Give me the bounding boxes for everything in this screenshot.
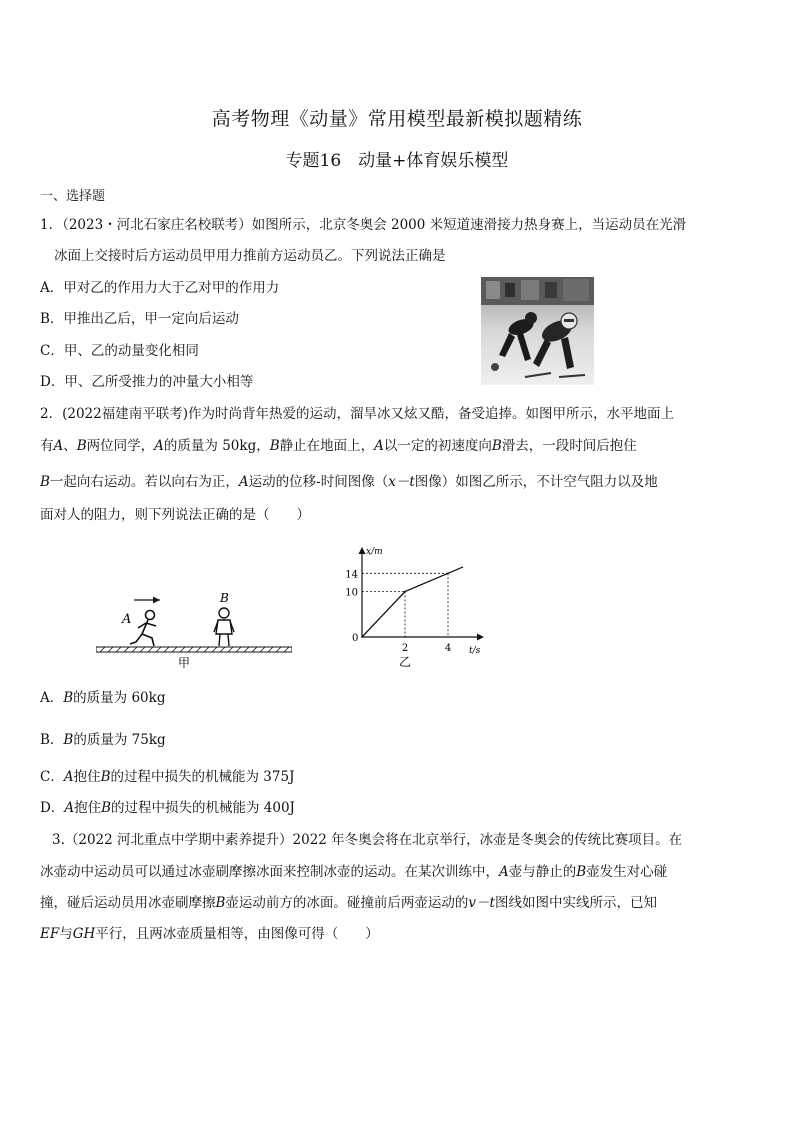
q2-stem-line1: 2．(2022福建南平联考)作为时尚背年热爱的运动，溜旱冰又炫又酷，备受追捧。如图甲所示，水平地面上 bbox=[40, 406, 674, 422]
x-tick-label: 4 bbox=[444, 643, 452, 654]
caption-jia: 甲 bbox=[178, 656, 191, 670]
caption-yi: 乙 bbox=[399, 655, 412, 669]
q2-option-c: C．A抱住B的过程中损失的机械能为 375J bbox=[40, 769, 295, 785]
figure-jia bbox=[96, 590, 292, 670]
xt-chart bbox=[332, 540, 492, 670]
label-a: A bbox=[122, 612, 132, 627]
q1-option-b: B．甲推出乙后，甲一定向后运动 bbox=[40, 311, 239, 327]
y-axis-arrow bbox=[359, 547, 366, 554]
q3-stem-line2: 冰壶动中运动员可以通过冰壶刷摩擦冰面来控制冰壶的运动。在某次训练中，A壶与静止的B壶发生对心碰 bbox=[40, 864, 668, 880]
label-b: B bbox=[220, 591, 229, 605]
origin-label: 0 bbox=[352, 633, 359, 644]
q1-option-a: A．甲对乙的作用力大于乙对甲的作用力 bbox=[40, 280, 280, 296]
y-axis-label: x/m bbox=[366, 547, 383, 557]
data-point bbox=[361, 636, 363, 638]
y-tick-label: 10 bbox=[345, 587, 358, 599]
q1-stem-line2: 冰面上交接时后方运动员甲用力推前方运动员乙。下列说法正确是 bbox=[54, 248, 446, 264]
data-point bbox=[404, 591, 406, 593]
q2-option-d: D．A抱住B的过程中损失的机械能为 400J bbox=[40, 800, 295, 816]
q2-option-a: A．B的质量为 60kg bbox=[40, 690, 166, 706]
data-point bbox=[447, 572, 449, 574]
q1-stem-line1: 1．（2023・河北石家庄名校联考）如图所示，北京冬奥会 2000 米短道速滑接力热身赛上，当运动员在光滑 bbox=[40, 217, 687, 233]
x-tick-label: 2 bbox=[401, 643, 409, 654]
q2-stem-line4: 面对人的阻力，则下列说法正确的是（ ） bbox=[40, 507, 310, 523]
section-heading: 一、选择题 bbox=[40, 189, 106, 204]
q1-option-c: C．甲、乙的动量变化相同 bbox=[40, 343, 199, 359]
page-title: 高考物理《动量》常用模型最新模拟题精练 bbox=[211, 108, 583, 130]
person-a bbox=[130, 611, 156, 647]
x-axis-arrow bbox=[477, 634, 484, 641]
q1-option-d: D．甲、乙所受推力的冲量大小相等 bbox=[40, 374, 254, 390]
q3-stem-line4: EF与GH平行，且两冰壶质量相等，由图像可得（ ） bbox=[40, 926, 379, 942]
q2-stem-line3: B一起向右运动。若以向右为正，A运动的位移-时间图像（x－t图像）如图乙所示，不计空气阻力以及地 bbox=[40, 474, 658, 490]
x-axis-label: t/s bbox=[469, 646, 481, 656]
q2-stem-line2: 有A、B两位同学，A的质量为 50kg，B静止在地面上，A以一定的初速度向B滑去，一段时间后抱住 bbox=[40, 438, 637, 454]
speed-skating-photo bbox=[481, 277, 594, 385]
q2-option-b: B．B的质量为 75kg bbox=[40, 732, 166, 748]
q3-stem-line1: 3.（2022 河北重点中学期中素养提升）2022 年冬奥会将在北京举行，冰壶是冬奥会的传统比赛项目。在 bbox=[52, 832, 683, 848]
y-tick-label: 14 bbox=[345, 569, 358, 581]
q3-stem-line3: 撞，碰后运动员用冰壶刷摩擦B壶运动前方的冰面。碰撞前后两壶运动的v－t图线如图中实线所示，已知 bbox=[40, 895, 657, 911]
person-b bbox=[214, 608, 234, 646]
page-subtitle: 专题16 动量+体育娱乐模型 bbox=[285, 151, 509, 171]
